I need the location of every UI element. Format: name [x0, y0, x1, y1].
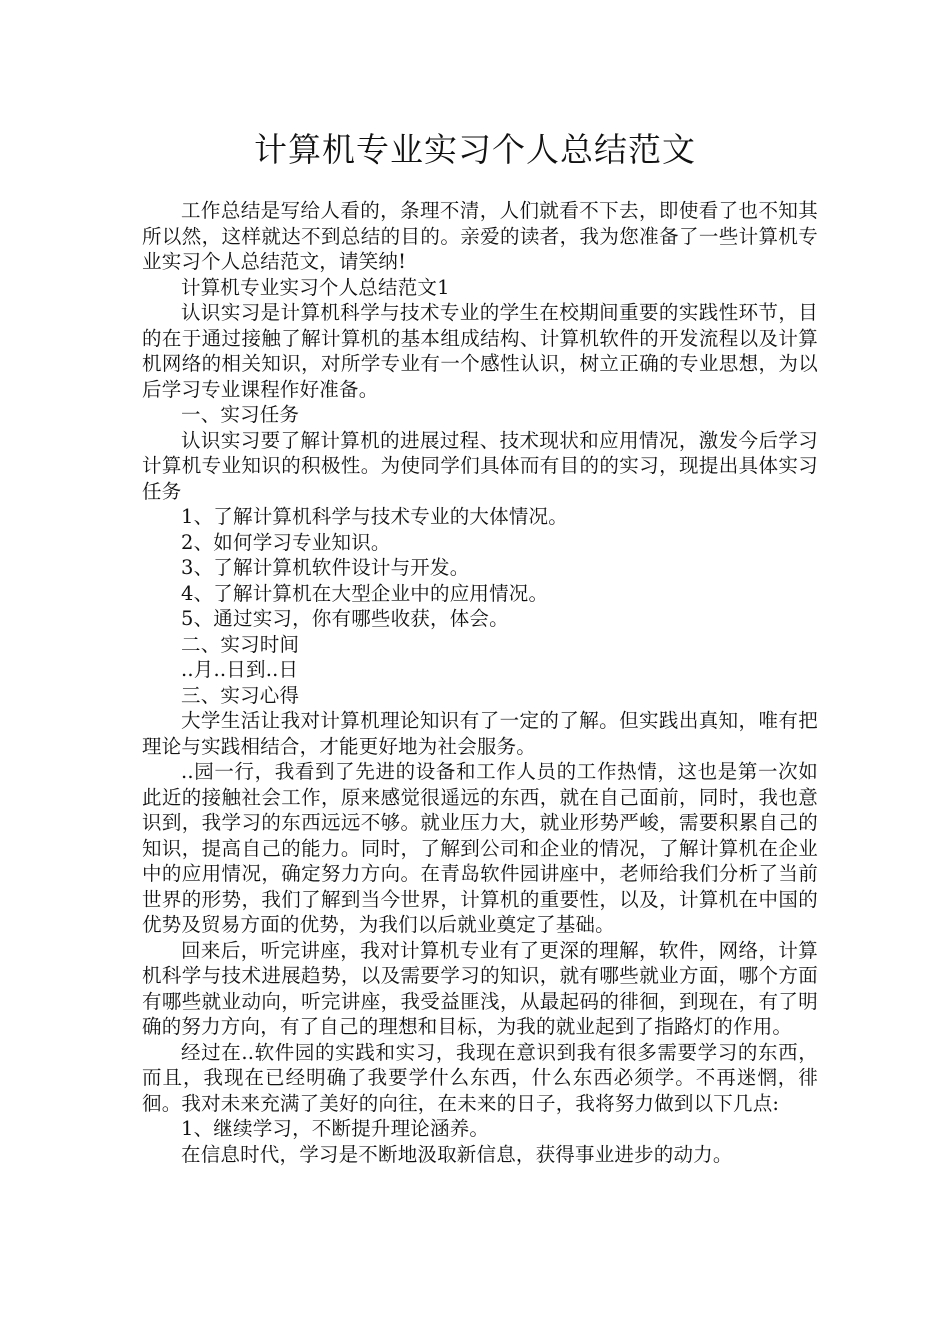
- heading-internship-tasks: 一、实习任务: [181, 403, 300, 426]
- tasks-paragraph: 认识实习要了解计算机的进展过程、技术现状和应用情况，激发今后学习计算机专业知识的积极性。为使同学们具体而有目的的实习，现提出具体实习任务: [142, 428, 818, 503]
- experience-paragraph: 大学生活让我对计算机理论知识有了一定的了解。但实践出真知，唯有把理论与实践相结合，才能更好地为社会服务。: [142, 709, 818, 758]
- task-item: 4、了解计算机在大型企业中的应用情况。: [181, 581, 549, 605]
- task-item: 2、如何学习专业知识。: [181, 530, 391, 554]
- experience-paragraph: 回来后，听完讲座，我对计算机专业有了更深的理解，软件，网络，计算机科学与技术进展趋势，以及需要学习的知识，就有哪些就业方面，哪个方面有哪些就业动向，听完讲座，我受益匪浅，从最起码的徘徊，到现在，有了明确的努力方向，有了自己的理想和目标，为我的就业起到了指路灯的作用。: [142, 938, 818, 1038]
- heading-internship-time: 二、实习时间: [181, 632, 300, 656]
- heading-internship-experience: 三、实习心得: [181, 683, 300, 707]
- document-title: 计算机专业实习个人总结范文: [254, 130, 696, 169]
- task-item: 1、了解计算机科学与技术专业的大体情况。: [181, 505, 568, 528]
- experience-paragraph: 经过在..软件园的实践和实习，我现在意识到我有很多需要学习的东西，而且，我现在已经明确了我要学什么东西，什么东西必须学。不再迷惘，徘徊。我对未来充满了美好的向往，在未来的日子，我将努力做到以下几点:: [142, 1040, 818, 1115]
- task-item: 5、通过实习，你有哪些收获，体会。: [181, 607, 509, 630]
- time-range: ..月..日到..日: [181, 658, 299, 681]
- intro-paragraph: 工作总结是写给人看的，条理不清，人们就看不下去，即使看了也不知其所以然，这样就达不到总结的目的。亲爱的读者，我为您准备了一些计算机专业实习个人总结范文，请笑纳!: [142, 199, 818, 273]
- purpose-paragraph: 认识实习是计算机科学与技术专业的学生在校期间重要的实践性环节，目的在于通过接触了解计算机的基本组成结构、计算机软件的开发流程以及计算机网络的相关知识，对所学专业有一个感性认识，树立正确的专业思想，为以后学习专业课程作好准备。: [142, 301, 818, 401]
- task-item: 3、了解计算机软件设计与开发。: [181, 556, 470, 579]
- section-heading-sample-1: 计算机专业实习个人总结范文1: [181, 275, 450, 299]
- experience-paragraph: ..园一行，我看到了先进的设备和工作人员的工作热情，这也是第一次如此近的接触社会工作，原来感觉很遥远的东西，就在自己面前，同时，我也意识到，我学习的东西远远不够。就业压力大，就业形势严峻，需要积累自己的知识，提高自己的能力。同时，了解到公司和企业的情况，了解计算机在企业中的应用情况，确定努力方向。在青岛软件园讲座中，老师给我们分析了当前世界的形势，我们了解到当今世界，计算机的重要性，以及，计算机在中国的优势及贸易方面的优势，为我们以后就业奠定了基础。: [142, 760, 818, 936]
- closing-paragraph: 在信息时代，学习是不断地汲取新信息，获得事业进步的动力。: [181, 1142, 733, 1166]
- goal-item: 1、继续学习，不断提升理论涵养。: [181, 1117, 490, 1140]
- document-body: [142, 198, 818, 1167]
